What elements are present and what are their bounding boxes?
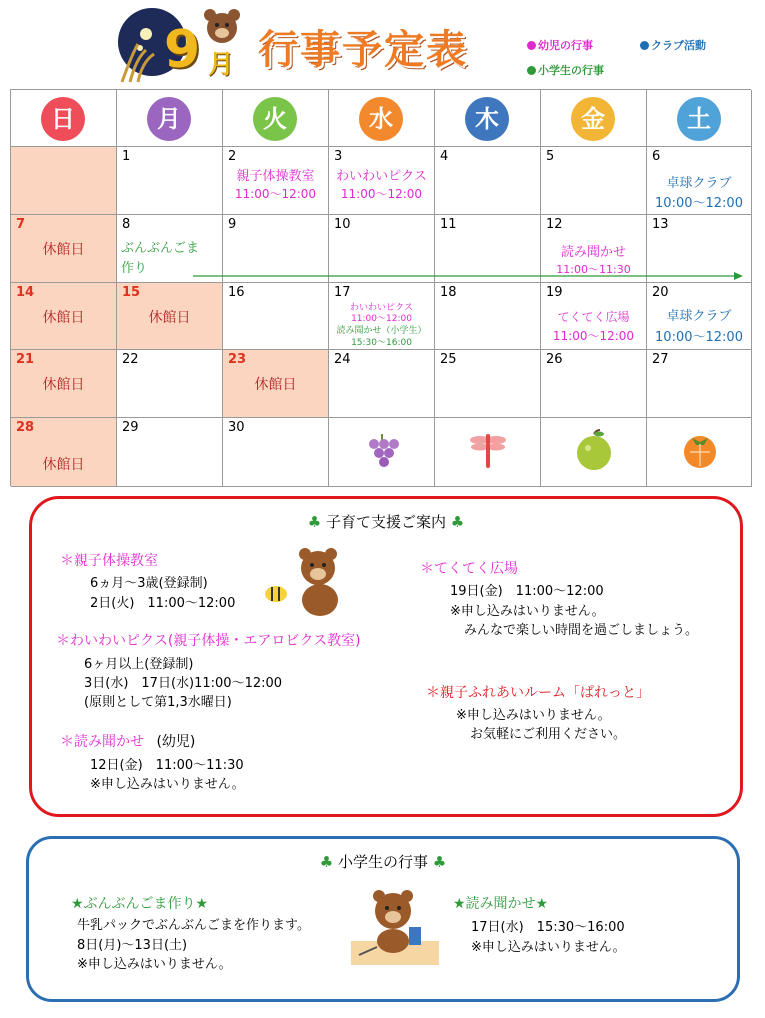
event-time: 10:00～12:00: [655, 196, 743, 211]
event-tekuteku: てくてく広場: [557, 310, 630, 324]
day-number: 26: [546, 352, 563, 367]
day-number: 15: [122, 285, 141, 300]
day-number: 5: [546, 149, 555, 164]
clover-icon: ♣: [450, 513, 465, 531]
day-cell: [117, 147, 223, 215]
event-time: 15:30～16:00: [351, 338, 412, 348]
day-number: 11: [440, 217, 457, 232]
clover-icon: ♣: [319, 853, 334, 871]
support-yomi-note: (幼児): [156, 734, 196, 750]
kids-bunbun-line: ※申し込みはいりません。: [77, 957, 232, 972]
support-title: 子育て支援ご案内: [325, 513, 446, 531]
day-number: 12: [546, 217, 563, 232]
event-bunbun-line2: 作り: [121, 261, 148, 276]
support-tekuteku-line: みんなで楽しい時間を過ごしましょう。: [464, 623, 699, 638]
day-cell-closed: [223, 350, 329, 418]
day-cell: [435, 147, 541, 215]
legend-dot-icon: [527, 66, 536, 75]
event-time: 11:00～12:00: [340, 187, 423, 201]
day-cell-closed: [11, 418, 117, 487]
calendar-grid: [10, 89, 751, 486]
day-cell: [329, 283, 435, 350]
weekday-label: 日: [41, 97, 85, 141]
weekday-wed: [329, 90, 435, 147]
kids-yomi-title: ★読み聞かせ★: [453, 896, 549, 912]
day-cell-closed: [117, 283, 223, 350]
day-number: 25: [440, 352, 457, 367]
day-cell: [647, 147, 752, 215]
support-taiso-title: ＊親子体操教室: [60, 553, 158, 569]
day-number: 7: [16, 217, 26, 232]
weekday-tue: [223, 90, 329, 147]
day-number: 9: [228, 217, 237, 232]
day-number: 10: [334, 217, 351, 232]
weekday-sun: [11, 90, 117, 147]
event-takkyu: 卓球クラブ: [666, 176, 732, 191]
day-cell: [647, 350, 752, 418]
day-number: 29: [122, 420, 139, 435]
day-number: 6: [652, 149, 661, 164]
day-cell-blank: [541, 418, 647, 487]
day-number: 2: [228, 149, 237, 164]
support-fureai-line: お気軽にご利用ください。: [470, 727, 627, 742]
legend-club: クラブ活動: [640, 37, 706, 53]
kids-title-row: [29, 851, 737, 872]
day-number: 28: [16, 420, 35, 435]
event-waiwai: わいわいピクス: [336, 169, 427, 184]
support-taiso-line: 2日(火) 11:00～12:00: [90, 596, 236, 611]
kids-yomi-line: ※申し込みはいりません。: [471, 940, 626, 955]
day-number: 19: [546, 285, 563, 300]
clover-icon: ♣: [432, 853, 447, 871]
day-cell-blank: [329, 418, 435, 487]
month-char: 月: [208, 50, 235, 80]
support-yomi-title-row: [60, 731, 195, 751]
day-number: 27: [652, 352, 669, 367]
weekday-label: 土: [677, 97, 721, 141]
support-title-row: [32, 511, 740, 532]
support-yomi-line: ※申し込みはいりません。: [90, 777, 245, 792]
page-title: 行事予定表: [258, 27, 468, 73]
weekday-thu: [435, 90, 541, 147]
event-time: 11:00～12:00: [351, 314, 412, 324]
dragonfly-icon: [468, 430, 508, 470]
header-illustration: [112, 4, 252, 84]
day-cell-closed: [11, 283, 117, 350]
bear-bee-illustration: [258, 546, 348, 618]
day-cell: [435, 350, 541, 418]
day-number: 24: [334, 352, 351, 367]
support-tekuteku-line: ※申し込みはいりません。: [450, 604, 605, 619]
weekday-sat: [647, 90, 752, 147]
legend-infant: 幼児の行事: [527, 37, 593, 53]
day-number: 30: [228, 420, 245, 435]
event-time: 10:00～12:00: [655, 330, 743, 345]
day-number: 1: [122, 149, 131, 164]
day-number: 21: [16, 352, 35, 367]
support-waiwai-title: ＊わいわいピクス(親子体操・エアロビクス教室): [56, 633, 361, 649]
kids-bunbun-title: ★ぶんぶんごま作り★: [71, 896, 209, 912]
grape-icon: [364, 432, 400, 472]
day-number: 22: [122, 352, 139, 367]
weekday-label: 金: [571, 97, 615, 141]
event-time: 11:00～11:30: [556, 263, 631, 276]
apple-icon: [574, 428, 614, 472]
day-cell: [117, 418, 223, 487]
day-cell-closed: [11, 215, 117, 283]
day-number: 16: [228, 285, 245, 300]
kids-yomi-line: 17日(水) 15:30～16:00: [471, 920, 625, 935]
kids-title: 小学生の行事: [337, 853, 428, 871]
month-digit: 9: [164, 20, 201, 80]
support-tekuteku-title: ＊てくてく広場: [420, 561, 518, 577]
event-time: 11:00～12:00: [552, 329, 635, 343]
day-cell-closed: [11, 350, 117, 418]
support-info-box: [29, 496, 743, 817]
day-number: 18: [440, 285, 457, 300]
closed-label: 休館日: [254, 377, 297, 393]
weekday-mon: [117, 90, 223, 147]
day-cell-blank: [435, 418, 541, 487]
kids-bunbun-line: 8日(月)～13日(土): [77, 938, 188, 953]
day-number: 14: [16, 285, 35, 300]
day-number: 23: [228, 352, 247, 367]
legend-dot-icon: [527, 41, 536, 50]
day-cell: [647, 283, 752, 350]
event-waiwai: わいわいピクス: [350, 303, 413, 313]
support-waiwai-line: (原則として第1,3水曜日): [84, 695, 232, 710]
day-cell: [223, 283, 329, 350]
day-cell: [541, 350, 647, 418]
legend-elementary: 小学生の行事: [527, 62, 604, 78]
persimmon-icon: [680, 430, 720, 470]
bear-craft-illustration: [347, 887, 443, 969]
event-yomikikase: 読み聞かせ: [560, 245, 626, 260]
legend-dot-icon: [640, 41, 649, 50]
closed-label: 休館日: [42, 242, 85, 258]
event-oyako-taiso: 親子体操教室: [236, 169, 315, 184]
support-waiwai-line: 3日(水) 17日(水)11:00～12:00: [84, 676, 283, 691]
event-yomikikase-elementary: 読み聞かせ（小学生）: [336, 326, 427, 336]
support-waiwai-line: 6ヶ月以上(登録制): [84, 657, 194, 672]
weekday-fri: [541, 90, 647, 147]
elementary-events-box: [26, 836, 740, 1002]
support-yomi-line: 12日(金) 11:00～11:30: [90, 758, 244, 773]
event-span-arrow: [191, 270, 747, 282]
day-cell: [117, 350, 223, 418]
day-cell-empty: [11, 147, 117, 215]
weekday-label: 水: [359, 97, 403, 141]
support-fureai-title: ＊親子ふれあいルーム「ぱれっと」: [426, 685, 650, 701]
day-cell: [329, 147, 435, 215]
day-cell: [541, 147, 647, 215]
day-number: 20: [652, 285, 669, 300]
support-taiso-line: 6ヵ月～3歳(登録制): [90, 576, 208, 591]
event-bunbun: ぶんぶんごま: [121, 241, 200, 256]
day-number: 8: [122, 217, 131, 232]
day-cell: [223, 418, 329, 487]
event-takkyu: 卓球クラブ: [666, 309, 732, 324]
weekday-label: 木: [465, 97, 509, 141]
day-cell: [223, 147, 329, 215]
clover-icon: ♣: [307, 513, 322, 531]
day-cell: [435, 283, 541, 350]
day-number: 17: [334, 285, 351, 300]
day-cell: [329, 350, 435, 418]
support-tekuteku-line: 19日(金) 11:00～12:00: [450, 584, 604, 599]
weekday-label: 月: [147, 97, 191, 141]
day-number: 4: [440, 149, 449, 164]
day-number: 3: [334, 149, 343, 164]
event-time: 11:00～12:00: [234, 187, 317, 201]
closed-label: 休館日: [42, 377, 85, 393]
weekday-label: 火: [253, 97, 297, 141]
closed-label: 休館日: [42, 310, 85, 326]
support-yomi-title: ＊読み聞かせ: [60, 734, 144, 750]
day-cell: [541, 283, 647, 350]
support-fureai-line: ※申し込みはいりません。: [456, 708, 611, 723]
kids-bunbun-line: 牛乳パックでぶんぶんごまを作ります。: [77, 918, 310, 933]
day-number: 13: [652, 217, 669, 232]
closed-label: 休館日: [42, 457, 85, 473]
day-cell-blank: [647, 418, 752, 487]
closed-label: 休館日: [148, 310, 191, 326]
